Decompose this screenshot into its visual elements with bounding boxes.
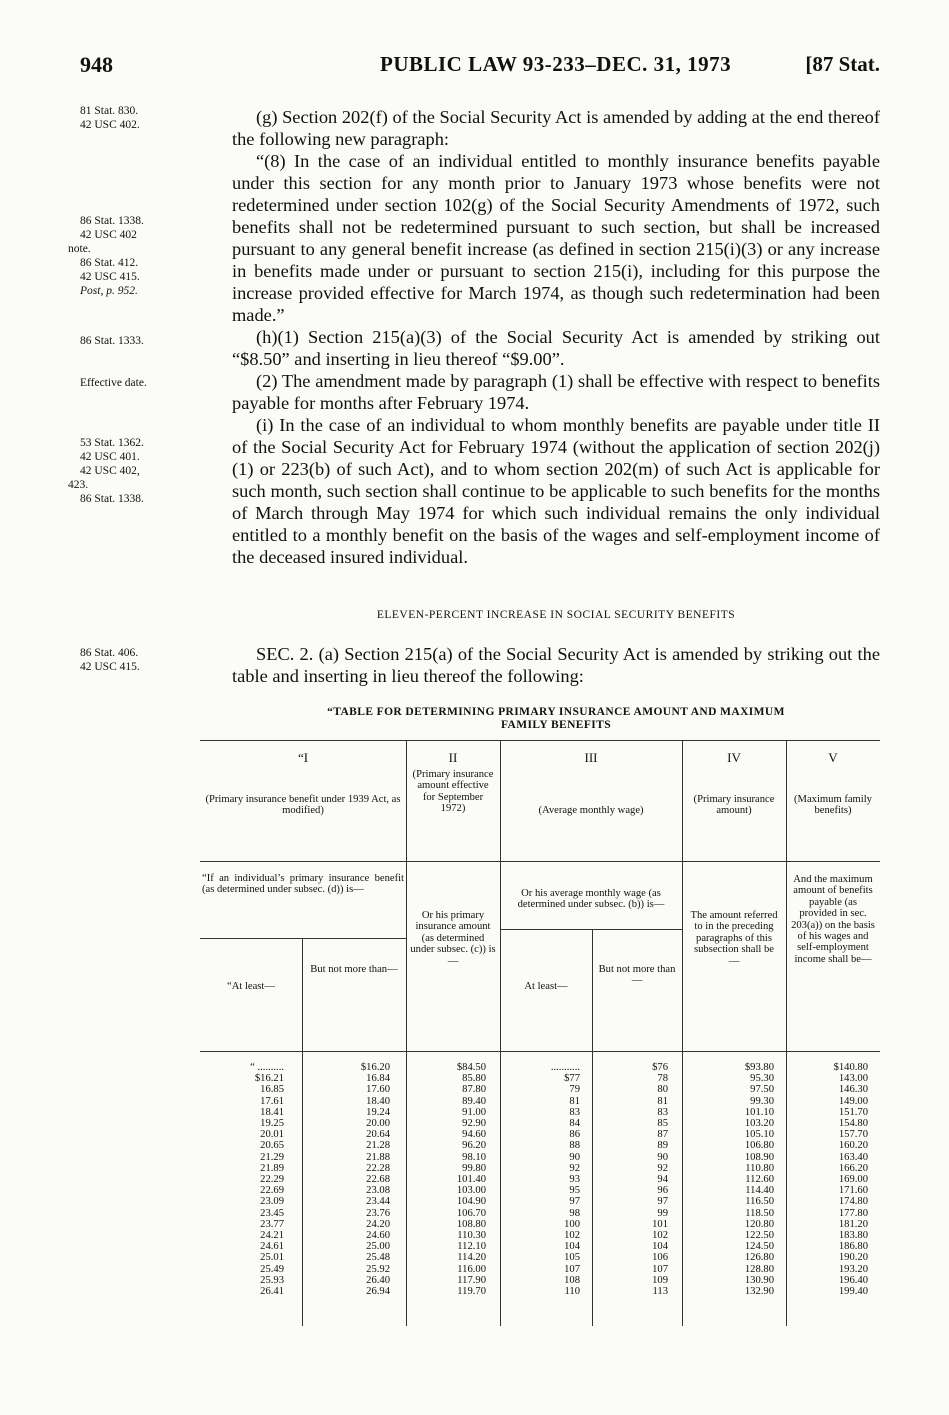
- sub-at-least: At least—: [524, 981, 568, 992]
- col-title: (Primary insurance benefit under 1939 Act, as modified): [205, 794, 401, 817]
- margin-line: 86 Stat. 1333.: [80, 335, 144, 347]
- margin-line: 86 Stat. 406.: [80, 647, 139, 659]
- margin-note-g8: [68, 214, 220, 298]
- table-title-line: FAMILY BENEFITS: [500, 719, 612, 731]
- col-numeral: II: [448, 750, 458, 765]
- column-pia-1972: $84.50 85.80 87.80 89.40 91.00 92.90 94.60 96.20 98.10 99.80 101.40 103.00 104.90 106.70 108.80 110.30 112.10 114.20 116.00 117.90 119.70: [456, 1062, 486, 1298]
- margin-note-i: [68, 436, 220, 506]
- col-numeral: “I: [297, 750, 309, 765]
- column-pib-at-least: “ .......... $16.21 16.85 17.61 18.41 19.25 20.01 20.65 21.29 21.89 22.29 22.69 23.09 23.45 23.77 24.21 24.61 25.01 25.49 25.93 26.41: [250, 1062, 284, 1298]
- statute-body: [232, 106, 880, 568]
- col-title: (Maximum family benefits): [794, 794, 872, 817]
- sub-not-more: But not more than—: [310, 964, 398, 975]
- col-numeral: IV: [727, 750, 741, 765]
- margin-line: note.: [68, 243, 91, 255]
- desc-col-ii: Or his primary insurance amount (as determined under subsec. (c)) is—: [410, 910, 496, 967]
- margin-line: 423.: [68, 479, 89, 491]
- col-numeral: III: [584, 750, 598, 765]
- col-title: (Primary insurance amount): [693, 794, 775, 817]
- rule: [200, 938, 406, 939]
- col-title: (Primary insurance amount effective for September 1972): [412, 769, 494, 815]
- desc-col-v: And the maximum amount of benefits payable (as provided in sec. 203(a)) on the basis of his wages and self-employment income shall be—: [791, 874, 875, 965]
- margin-note-effective: [80, 376, 220, 390]
- margin-note-g: [80, 104, 220, 132]
- sub-at-least: “At least—: [227, 981, 275, 992]
- page-number: 948: [80, 52, 113, 77]
- margin-line: 42 USC 402.: [80, 119, 140, 131]
- margin-line: Post, p. 952.: [80, 285, 138, 297]
- paragraph-h1: (h)(1) Section 215(a)(3) of the Social Security Act is amended by striking out “$8.50” and inserting in lieu thereof “$9.00”.: [232, 327, 880, 369]
- col-numeral: V: [828, 750, 838, 765]
- col-rule: [302, 938, 303, 1326]
- section-2-body: [232, 643, 880, 687]
- table-title: [232, 706, 880, 732]
- column-pib-not-more: $16.20 16.84 17.60 18.40 19.24 20.00 20.64 21.28 21.88 22.28 22.68 23.08 23.44 23.76 24.20 24.60 25.00 25.48 25.92 26.40 26.94: [360, 1062, 390, 1298]
- margin-line: Effective date.: [80, 377, 147, 389]
- margin-line: 86 Stat. 1338.: [80, 493, 144, 505]
- rule: [200, 740, 880, 741]
- desc-col-i: “If an individual’s primary insurance benefit (as determined under subsec. (d)) is—: [202, 873, 404, 896]
- margin-note-h: [80, 334, 220, 348]
- paragraph-g: (g) Section 202(f) of the Social Security Act is amended by adding at the end thereof the following new paragraph:: [232, 107, 880, 149]
- margin-line: 42 USC 402,: [80, 465, 140, 477]
- sub-not-more: But not more than—: [598, 964, 676, 987]
- column-pia: $93.80 95.30 97.50 99.30 101.10 103.20 105.10 106.80 108.90 110.80 112.60 114.40 116.50 118.50 120.80 122.50 124.50 126.80 128.80 130.90 132.90: [744, 1062, 774, 1298]
- rule: [500, 929, 682, 930]
- margin-line: 42 USC 402: [80, 229, 137, 241]
- column-amw-at-least: ........... $77 79 81 83 84 86 88 90 92 93 95 97 98 100 102 104 105 107 108 110: [550, 1062, 580, 1298]
- margin-line: 42 USC 415.: [80, 661, 140, 673]
- benefit-table: [200, 738, 880, 1326]
- page-header: [80, 52, 880, 86]
- section-heading: ELEVEN-PERCENT INCREASE IN SOCIAL SECURITY BENEFITS: [376, 609, 736, 621]
- margin-note-sec2: [80, 646, 220, 674]
- desc-col-iv: The amount referred to in the preceding paragraphs of this subsection shall be—: [690, 910, 778, 967]
- paragraph-g8: “(8) In the case of an individual entitled to monthly insurance benefits payable under this section for any month prior to January 1973 whose benefits were not redetermined under section 102(g) of the Social Security Amendments of 1972, such benefits shall not be redetermined pursuant to such section, but shall be increased pursuant to any general benefit increase (as defined in section 215(i)(3) or any increase in benefits made under or pursuant to section 215(i), including for this purpose the increase provided effective for March 1974, as though such redetermination had been made.”: [232, 151, 880, 325]
- margin-line: 42 USC 415.: [80, 271, 140, 283]
- column-amw-not-more: $76 78 80 81 83 85 87 89 90 92 94 96 97 99 101 102 104 106 107 109 113: [652, 1062, 668, 1298]
- margin-line: 42 USC 401.: [80, 451, 140, 463]
- column-max-family: $140.80 143.00 146.30 149.00 151.70 154.80 157.70 160.20 163.40 166.20 169.00 171.60 174.80 177.80 181.20 183.80 186.80 190.20 193.20 196.40 199.40: [833, 1062, 868, 1298]
- margin-line: 86 Stat. 1338.: [80, 215, 144, 227]
- desc-col-iii: Or his average monthly wage (as determined under subsec. (b)) is—: [517, 888, 665, 911]
- margin-line: 81 Stat. 830.: [80, 105, 139, 117]
- col-title: (Average monthly wage): [538, 805, 644, 816]
- paragraph-sec2: SEC. 2. (a) Section 215(a) of the Social Security Act is amended by striking out the table and inserting in lieu thereof the following:: [232, 644, 880, 686]
- paragraph-h2: (2) The amendment made by paragraph (1) shall be effective with respect to benefits payable for months after February 1974.: [232, 371, 880, 413]
- table-title-line: “TABLE FOR DETERMINING PRIMARY INSURANCE AMOUNT AND MAXIMUM: [327, 706, 785, 718]
- running-title: PUBLIC LAW 93-233–DEC. 31, 1973: [380, 52, 732, 76]
- margin-line: 53 Stat. 1362.: [80, 437, 144, 449]
- paragraph-i: (i) In the case of an individual to whom monthly benefits are payable under title II of the Social Security Act for February 1974 (without the application of section 202(j)(1) or 223(b) of such Act), and to whom section 202(m) of such Act is applicable for such month, such section shall continue to be applicable to such benefits for the months of March through May 1974 for which such individual remains the only individual entitled to a monthly benefit on the basis of the wages and self-employment income of the deceased insured individual.: [232, 415, 880, 567]
- rule: [200, 861, 880, 862]
- margin-line: 86 Stat. 412.: [80, 257, 139, 269]
- stat-reference: [87 Stat.: [805, 52, 880, 76]
